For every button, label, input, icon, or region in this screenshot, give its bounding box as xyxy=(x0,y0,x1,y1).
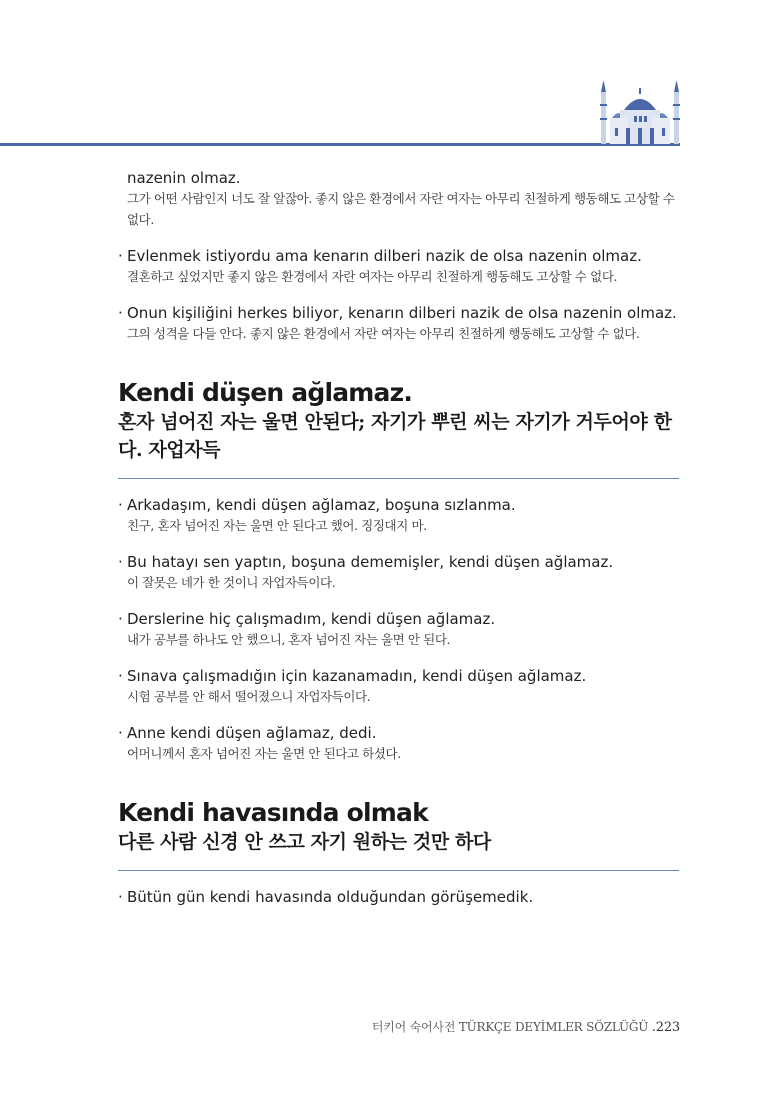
book-title: 터키어 숙어사전 TÜRKÇE DEYİMLER SÖZLÜĞÜ xyxy=(371,1020,649,1034)
example-korean: 시험 공부를 안 해서 떨어졌으니 자업자득이다. xyxy=(127,689,371,704)
example-turkish xyxy=(118,246,682,266)
example-text: Onun kişiliğini herkes biliyor, kenarın dilberi nazik de olsa nazenin olmaz. xyxy=(127,304,677,322)
idiom-entry xyxy=(118,378,682,464)
mosque-icon xyxy=(598,78,682,144)
example-text: Bütün gün kendi havasında olduğundan görüşemedik. xyxy=(127,888,534,906)
page-footer xyxy=(372,1018,680,1035)
bullet: · xyxy=(118,496,123,514)
idiom-title: Kendi havasında olmak xyxy=(118,798,428,827)
bullet: · xyxy=(118,304,123,322)
continued-example xyxy=(118,168,682,230)
bullet: · xyxy=(118,247,123,265)
idiom-entry xyxy=(118,798,682,856)
example xyxy=(118,887,682,907)
example-turkish xyxy=(118,666,682,686)
example xyxy=(118,552,682,593)
example-text: Derslerine hiç çalışmadım, kendi düşen ağlamaz. xyxy=(127,610,496,628)
example xyxy=(118,723,682,764)
dictionary-content xyxy=(118,168,682,923)
example xyxy=(118,609,682,650)
example-text: Evlenmek istiyordu ama kenarın dilberi nazik de olsa nazenin olmaz. xyxy=(127,247,642,265)
example-korean: 이 잘못은 네가 한 것이니 자업자득이다. xyxy=(127,575,336,590)
example-text: Anne kendi düşen ağlamaz, dedi. xyxy=(127,724,377,742)
idiom-meaning: 다른 사람 신경 안 쓰고 자기 원하는 것만 하다 xyxy=(118,831,491,853)
bullet: · xyxy=(118,888,123,906)
example xyxy=(118,495,682,536)
example-turkish: nazenin olmaz. xyxy=(127,169,241,187)
example-text: Bu hatayı sen yaptın, boşuna dememişler, kendi düşen ağlamaz. xyxy=(127,553,614,571)
example-korean: 어머니께서 혼자 넘어진 자는 울면 안 된다고 하셨다. xyxy=(127,746,401,761)
example-korean: 친구, 혼자 넘어진 자는 울면 안 된다고 했어. 징징대지 마. xyxy=(127,518,427,533)
example-turkish xyxy=(118,495,682,515)
example-korean: 그가 어떤 사람인지 너도 잘 알잖아. 좋지 않은 환경에서 자란 여자는 아무리 친절하게 행동해도 고상할 수 없다. xyxy=(127,191,675,227)
bullet: · xyxy=(118,724,123,742)
section-divider xyxy=(118,478,679,479)
header-rule xyxy=(0,143,680,146)
idiom-title: Kendi düşen ağlamaz. xyxy=(118,378,413,407)
example xyxy=(118,246,682,287)
example-text: Sınava çalışmadığın için kazanamadın, kendi düşen ağlamaz. xyxy=(127,667,587,685)
bullet: · xyxy=(118,553,123,571)
example xyxy=(118,303,682,344)
bullet: · xyxy=(118,610,123,628)
example-turkish xyxy=(118,552,682,572)
idiom-meaning: 혼자 넘어진 자는 울면 안된다; 자기가 뿌린 씨는 자기가 거두어야 한다. 자업자득 xyxy=(118,411,672,461)
example-turkish xyxy=(118,303,682,323)
example-text: Arkadaşım, kendi düşen ağlamaz, boşuna sızlanma. xyxy=(127,496,516,514)
example xyxy=(118,666,682,707)
example-korean: 그의 성격을 다들 안다. 좋지 않은 환경에서 자란 여자는 아무리 친절하게 행동해도 고상할 수 없다. xyxy=(127,326,640,341)
example-korean: 내가 공부를 하나도 안 했으니, 혼자 넘어진 자는 울면 안 된다. xyxy=(127,632,451,647)
example-turkish xyxy=(118,609,682,629)
example-turkish xyxy=(118,723,682,743)
example-turkish xyxy=(118,887,682,907)
example-korean: 결혼하고 싶었지만 좋지 않은 환경에서 자란 여자는 아무리 친절하게 행동해도 고상할 수 없다. xyxy=(127,269,618,284)
page-number: .223 xyxy=(651,1020,680,1035)
bullet: · xyxy=(118,667,123,685)
section-divider xyxy=(118,870,679,871)
